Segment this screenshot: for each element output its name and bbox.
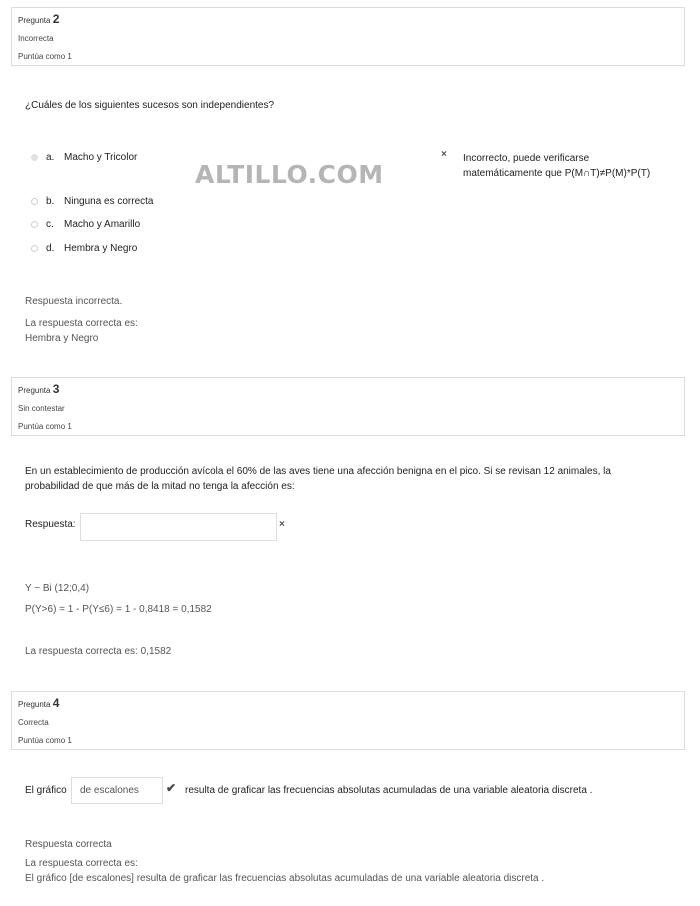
specific-feedback-line-1: Incorrecto, puede verificarse <box>463 153 590 164</box>
question-2-info <box>11 7 685 66</box>
radio-button[interactable] <box>31 154 38 161</box>
question-number <box>18 12 678 28</box>
question-number-value: 3 <box>52 382 60 396</box>
option-letter: c. <box>46 219 54 230</box>
radio-button[interactable] <box>31 198 38 205</box>
pregunta-label: Pregunta <box>18 16 51 25</box>
correct-check-icon: ✔ <box>166 781 177 795</box>
answer-input[interactable] <box>80 513 277 541</box>
pregunta-label: Pregunta <box>18 386 51 395</box>
option-a[interactable] <box>31 152 137 163</box>
option-label: Hembra y Negro <box>64 243 138 254</box>
question-number <box>18 696 678 712</box>
general-feedback-result: Respuesta incorrecta. <box>25 296 123 307</box>
radio-button[interactable] <box>31 245 38 252</box>
specific-feedback <box>463 151 650 181</box>
question-text-line-2: probabilidad de que más de la mitad no tenga la afección es: <box>25 481 295 492</box>
question-grade: Puntúa como 1 <box>18 422 72 431</box>
question-number-value: 4 <box>52 696 60 710</box>
option-label: Macho y Tricolor <box>64 152 138 163</box>
question-grade: Puntúa como 1 <box>18 736 72 745</box>
right-answer <box>25 856 685 886</box>
question-state: Incorrecta <box>18 34 54 43</box>
question-3-info <box>11 377 685 436</box>
option-b[interactable] <box>31 196 154 207</box>
question-4-info <box>11 691 685 750</box>
incorrect-cross-icon: × <box>441 149 447 160</box>
answer-input[interactable]: de escalones <box>71 777 163 804</box>
right-answer: La respuesta correcta es: 0,1582 <box>25 646 172 657</box>
option-c[interactable] <box>31 219 140 230</box>
right-answer <box>25 316 138 346</box>
option-letter: d. <box>46 243 55 254</box>
right-answer-label: La respuesta correcta es: <box>25 318 138 329</box>
question-number-value: 2 <box>52 12 60 26</box>
sentence-suffix: resulta de graficar las frecuencias absolutas acumuladas de una variable aleatoria discreta . <box>185 785 593 796</box>
question-state: Sin contestar <box>18 404 65 413</box>
incorrect-cross-icon: × <box>279 519 285 530</box>
right-answer-value: Hembra y Negro <box>25 333 99 344</box>
radio-button[interactable] <box>31 221 38 228</box>
pregunta-label: Pregunta <box>18 700 51 709</box>
explanation-line-2: P(Y>6) = 1 - P(Y≤6) = 1 - 0,8418 = 0,1582 <box>25 604 212 615</box>
watermark: ALTILLO.COM <box>195 160 384 189</box>
question-text: ¿Cuáles de los siguientes sucesos son independientes? <box>25 100 275 111</box>
question-text <box>25 464 675 494</box>
option-label: Ninguna es correcta <box>64 196 154 207</box>
general-feedback-result: Respuesta correcta <box>25 839 112 850</box>
right-answer-label: La respuesta correcta es: <box>25 858 138 869</box>
specific-feedback-line-2: matemáticamente que P(M∩T)≠P(M)*P(T) <box>463 168 651 179</box>
question-text-line-1: En un establecimiento de producción avícola el 60% de las aves tiene una afección benigna en el pico. Si se revisan 12 animales, la <box>25 466 611 477</box>
question-number <box>18 382 678 398</box>
option-letter: a. <box>46 152 55 163</box>
question-grade: Puntúa como 1 <box>18 52 72 61</box>
answer-label: Respuesta: <box>25 519 76 530</box>
option-label: Macho y Amarillo <box>64 219 141 230</box>
option-d[interactable] <box>31 243 137 254</box>
option-letter: b. <box>46 196 55 207</box>
sentence-prefix: El gráfico <box>25 785 67 796</box>
explanation-line-1: Y ~ Bi (12;0,4) <box>25 583 90 594</box>
question-state: Correcta <box>18 718 49 727</box>
right-answer-value: El gráfico [de escalones] resulta de graficar las frecuencias absolutas acumuladas de una variable aleatoria discreta . <box>25 873 545 884</box>
